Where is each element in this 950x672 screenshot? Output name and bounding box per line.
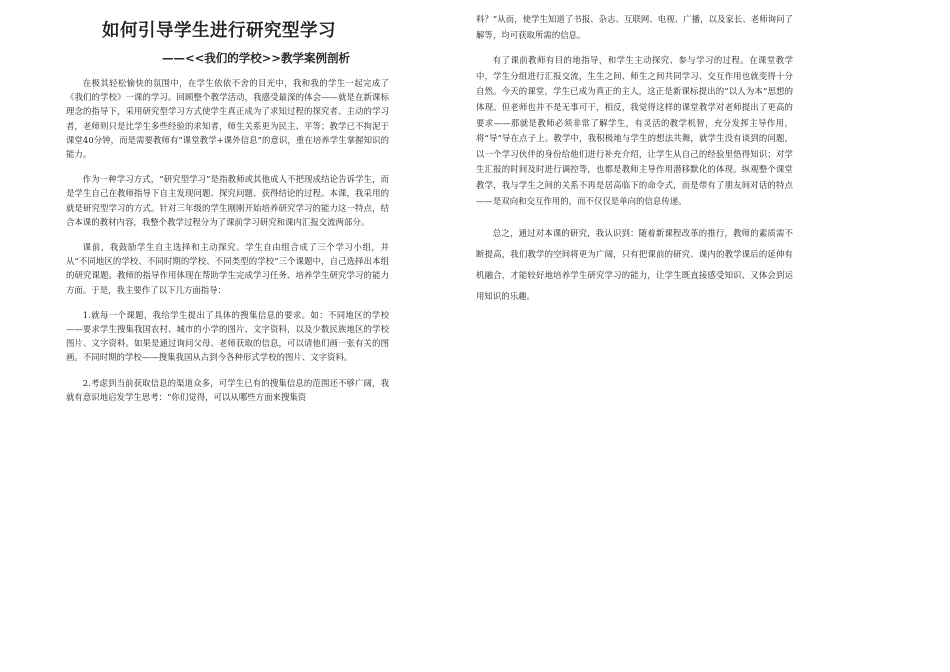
body-paragraph: 有了课前教师有目的地指导，和学生主动探究、参与学习的过程。在课堂教学中，学生分组进行汇报交流，生生之间、师生之间共同学习、交互作用也就变得十分自然。今天的课堂，学生已成为真正的主人，这正是新课标提出的“以人为本”思想的体现。但老师也并不是无事可干，相反，我觉得这样的课堂教学对老师提出了更高的要求——那就是教师必须非常了解学生，有灵活的教学机智，充分发挥主导作用，将“导”导在点子上。教学中，我积极地与学生的想法共舞，就学生没有谈到的问题，以一个学习伙伴的身份给他们进行补充介绍，让学生从自己的经验里悟得知识；对学生汇报的时间及时进行调控等，也都是教师主导作用潜移默化的体现。纵观整个课堂教学，我与学生之间的关系不再是居高临下的命令式，而是带有了朋友间对话的特点——是双向和交互作用的，而不仅仅是单向的信息传递。 [476, 55, 793, 206]
document-subtitle: ——<<我们的学校>>教学案例剖析 [162, 51, 351, 65]
document-title: 如何引导学生进行研究型学习 [102, 21, 336, 41]
body-paragraph: 料？”从而，使学生知道了书报、杂志、互联网、电视、广播，以及家长、老师询问了解等，均可获取所需的信息。 [476, 14, 793, 40]
body-paragraph: 课前，我鼓励学生自主选择和主动探究。学生自由组合成了三个学习小组，并从“不同地区的学校、不同时期的学校、不同类型的学校”三个课题中，自己选择出本组的研究课题。教师的指导作用体现在帮助学生完成学习任务、培养学生研究学习的能力方面。于是，我主要作了以下几方面指导： [66, 242, 389, 295]
body-paragraph: 在极其轻松愉快的氛围中，在学生依依不舍的目光中，我和我的学生一起完成了《我们的学校》一课的学习。回顾整个教学活动，我感受最深的体会——就是在新课标理念的指导下，采用研究型学习方式使学生真正成为了求知过程的探究者、主动的学习者，老师则只是比学生多些经验的求知者，师生关系更为民主、平等；教学已不拘泥于课堂40分钟，而是需要教师有“课堂教学+课外信息”的意识，重在培养学生掌握知识的能力。 [66, 78, 389, 160]
conclusion-paragraph: 总之，通过对本课的研究，我认识到：随着新课程改革的推行，教师的素质需不断提高，我们教学的空间将更为广阔，只有把课前的研究、课内的教学课后的延伸有机融合，才能较好地培养学生研究学习的能力，让学生既直接感受知识、又体会到运用知识的乐趣。 [476, 228, 793, 302]
right-column [476, 12, 793, 318]
left-column [66, 18, 389, 415]
body-paragraph: 作为一种学习方式，“研究型学习”是指教师或其他成人不把现成结论告诉学生，而是学生自己在教师指导下自主发现问题、探究问题、获得结论的过程。本课，我采用的就是研究型学习的方式。针对三年级的学生刚刚开始培养研究学习的能力这一特点，结合本课的教材内容，我整个教学过程分为了课前学习研究和课内汇报交流两部分。 [66, 174, 389, 227]
body-paragraph: 1.就每一个课题，我给学生提出了具体的搜集信息的要求。如：不同地区的学校——要求学生搜集我国农村、城市的小学的图片、文字资料，以及少数民族地区的学校图片、文字资料。如果是通过询问父母、老师获取的信息，可以请他们画一张有关的图画。不同时期的学校——搜集我国从古到今各种形式学校的图片、文字资料。 [66, 309, 389, 363]
body-paragraph: 2.考虑到当前获取信息的渠道众多，可学生已有的搜集信息的范围还不够广阔，我就有意识地启发学生思考：“你们觉得，可以从哪些方面来搜集资 [66, 377, 389, 402]
